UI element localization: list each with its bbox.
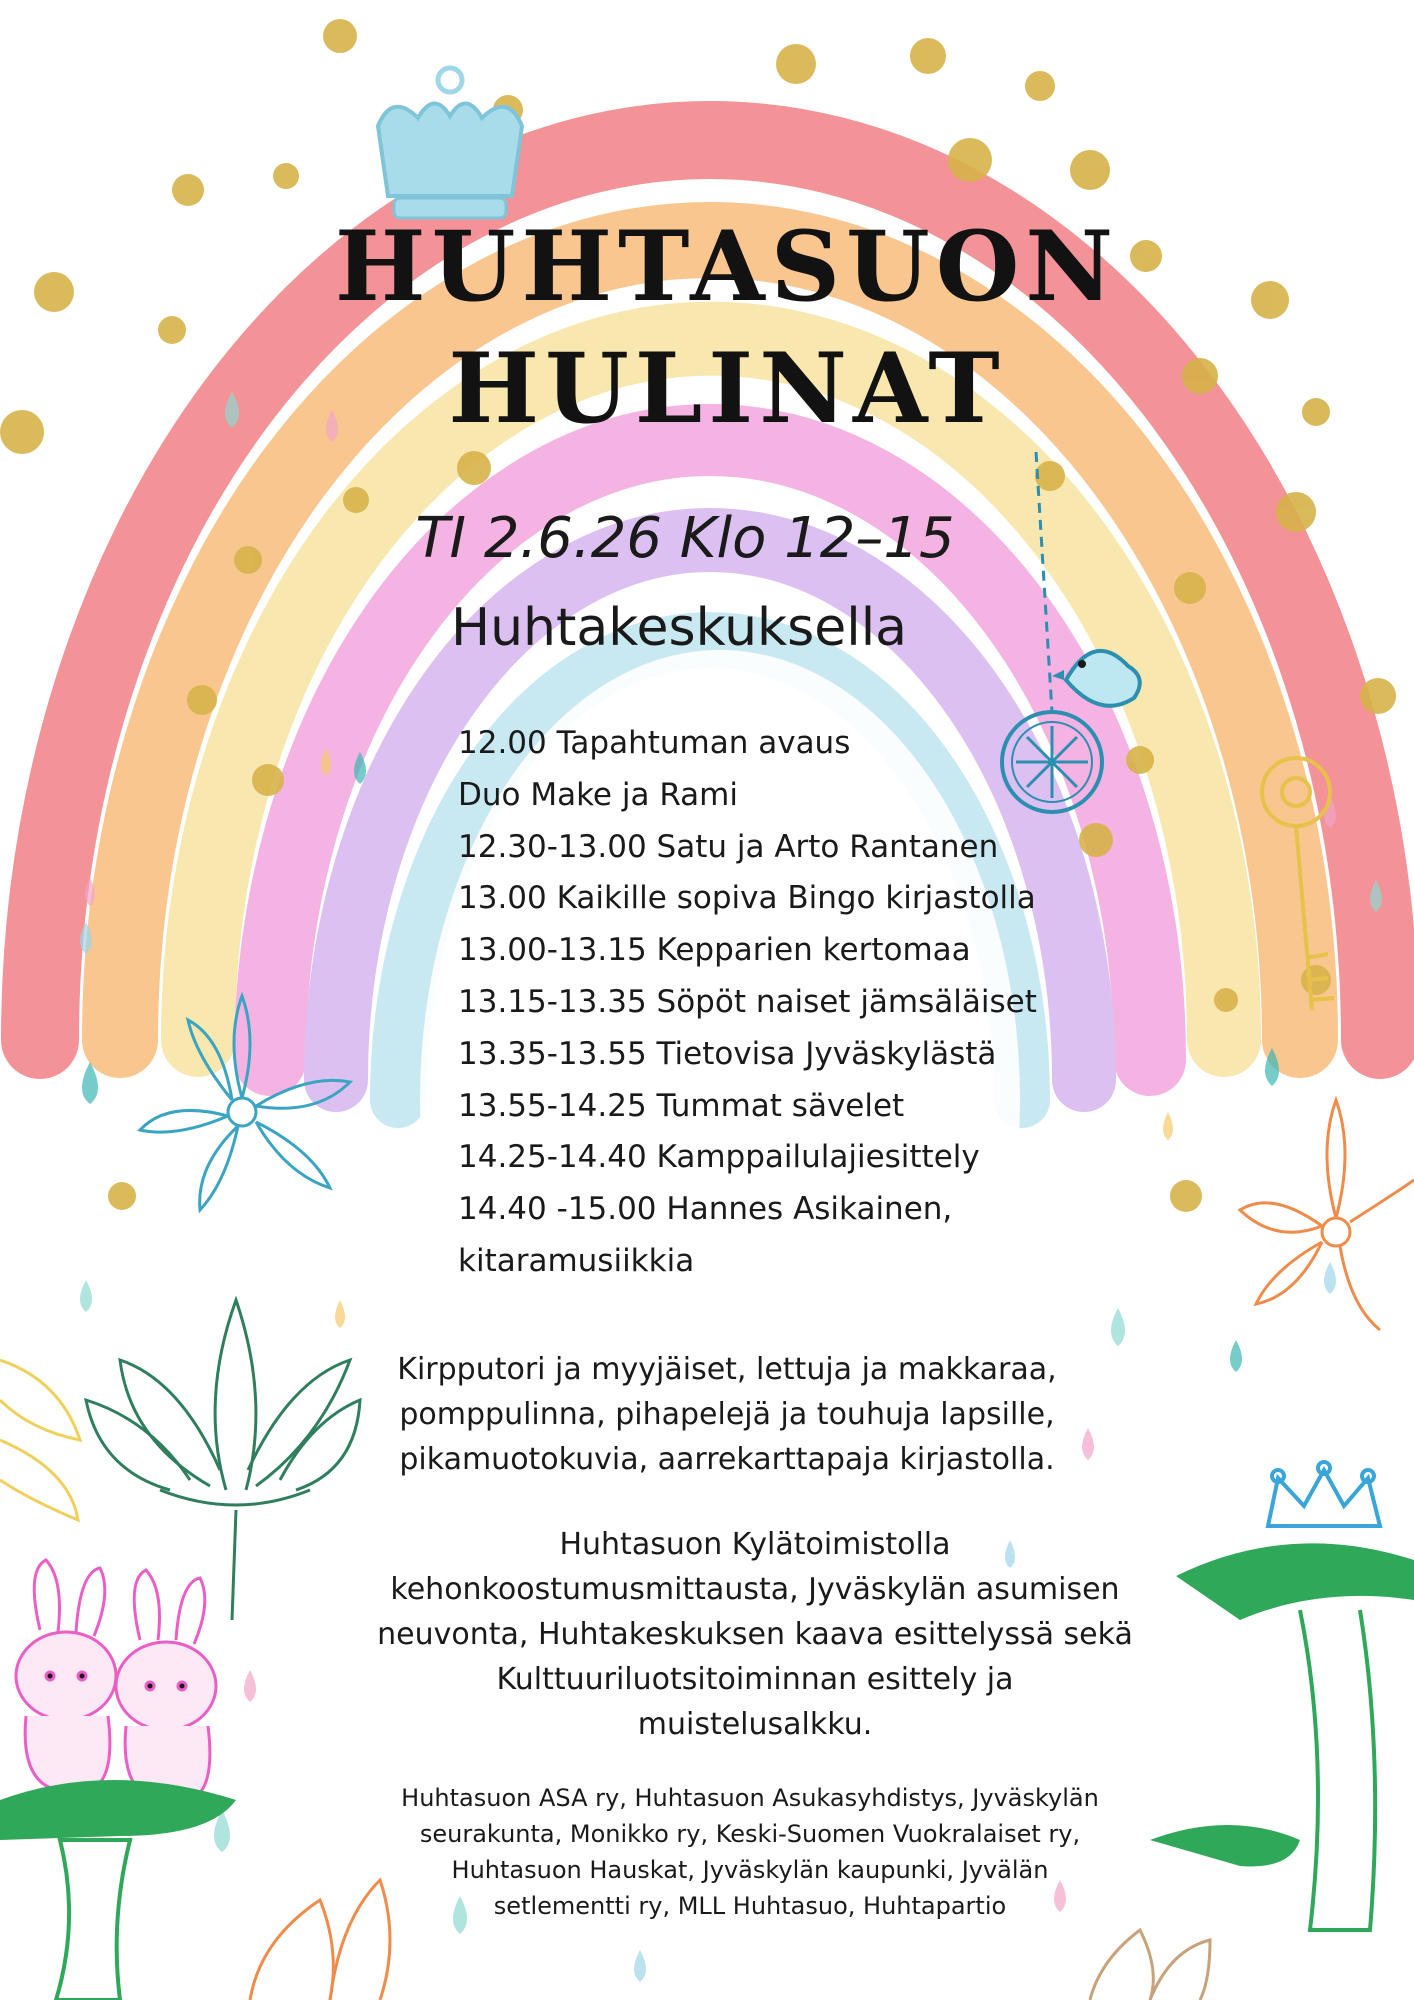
village-office-line: neuvonta, Huhtakeskuksen kaava esittelyssä sekä xyxy=(377,1617,1133,1652)
activities-line: pikamuotokuvia, aarrekarttapaja kirjastolla. xyxy=(399,1442,1055,1477)
village-office-line: Huhtasuon Kylätoimistolla xyxy=(559,1527,951,1562)
schedule-item: 13.35-13.55 Tietovisa Jyväskylästä xyxy=(458,1035,997,1072)
schedule-item: 12.00 Tapahtuman avaus xyxy=(458,725,851,761)
schedule-item: 14.40 -15.00 Hannes Asikainen, xyxy=(458,1191,953,1228)
schedule-item: 13.15-13.35 Söpöt naiset jämsäläiset xyxy=(458,983,1037,1020)
schedule-item: 13.00-13.15 Kepparien kertomaa xyxy=(458,932,971,969)
poster-title-line-1: HUHTASUON xyxy=(334,210,1120,323)
mushroom-icon xyxy=(0,1780,236,2000)
schedule-item: 13.55-14.25 Tummat sävelet xyxy=(458,1087,905,1124)
schedule-item: 12.30-13.00 Satu ja Arto Rantanen xyxy=(458,828,999,865)
activities-line: pomppulinna, pihapelejä ja touhuja lapsille, xyxy=(399,1397,1055,1432)
organizers-line: seurakunta, Monikko ry, Keski-Suomen Vuokralaiset ry, xyxy=(419,1820,1081,1848)
crown-icon xyxy=(1268,1462,1380,1526)
poster-title-line-2: HULINAT xyxy=(448,332,1006,445)
flower-icon xyxy=(1240,1100,1414,1330)
schedule-item: Duo Make ja Rami xyxy=(458,776,738,813)
flower-icon xyxy=(0,1360,80,1520)
flower-icon xyxy=(1090,1930,1210,2000)
activities-paragraph xyxy=(302,1347,1152,1482)
village-office-line: kehonkoostumusmittausta, Jyväskylän asumisen xyxy=(390,1572,1120,1607)
village-office-line: Kulttuuriluotsitoiminnan esittely ja xyxy=(496,1662,1014,1697)
schedule-item: 14.25-14.40 Kamppailulajiesittely xyxy=(458,1139,980,1176)
event-datetime: TI 2.6.26 Klo 12–15 xyxy=(415,506,955,571)
organizers-list xyxy=(360,1780,1140,1924)
schedule-item: kitaramusiikkia xyxy=(458,1242,695,1279)
organizers-line: setlementti ry, MLL Huhtasuo, Huhtapartio xyxy=(493,1892,1007,1920)
mushroom-icon xyxy=(1150,1543,1414,1930)
organizers-line: Huhtasuon ASA ry, Huhtasuon Asukasyhdistys, Jyväskylän xyxy=(401,1784,1099,1812)
crown-icon xyxy=(378,68,522,218)
bunny-icon xyxy=(116,1570,216,1800)
village-office-paragraph xyxy=(330,1522,1180,1747)
schedule-item: 13.00 Kaikille sopiva Bingo kirjastolla xyxy=(458,880,1036,917)
bunny-icon xyxy=(16,1560,116,1790)
schedule-list xyxy=(458,718,1078,1288)
organizers-line: Huhtasuon Hauskat, Jyväskylän kaupunki, Jyvälän xyxy=(451,1856,1049,1884)
activities-line: Kirpputori ja myyjäiset, lettuja ja makkaraa, xyxy=(397,1352,1057,1387)
village-office-line: muistelusalkku. xyxy=(637,1707,873,1742)
event-venue: Huhtakeskuksella xyxy=(450,598,908,658)
